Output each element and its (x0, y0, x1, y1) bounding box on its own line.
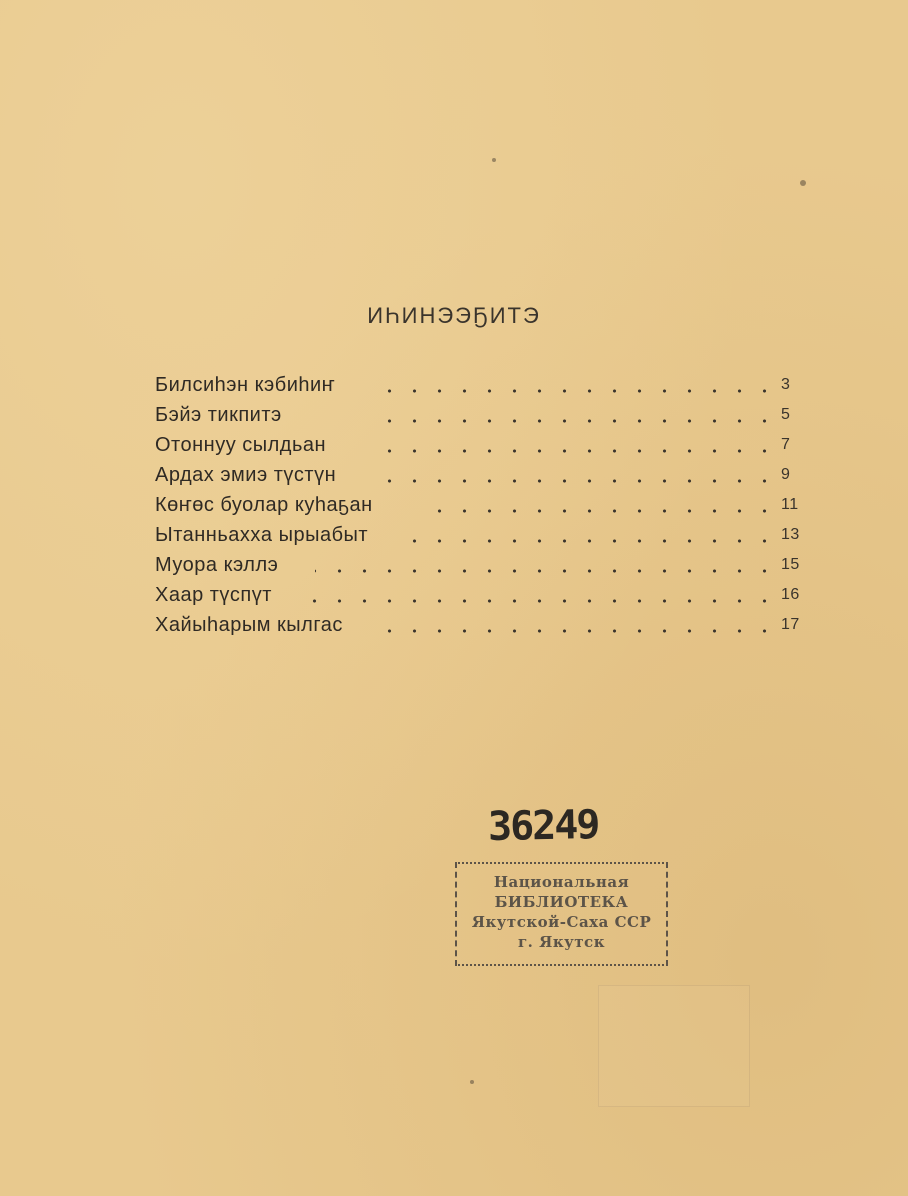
toc-page-number: 5 (781, 406, 791, 423)
paper-speck (470, 1080, 474, 1084)
dot-leader (315, 569, 777, 573)
toc-entry (155, 370, 805, 400)
toc-entry (155, 400, 805, 430)
dot-leader (305, 599, 777, 603)
table-of-contents (155, 370, 805, 640)
toc-entry (155, 460, 805, 490)
dot-leader (387, 629, 777, 633)
toc-page-number: 11 (781, 496, 799, 513)
dot-leader (387, 419, 777, 423)
handwritten-inventory-number: 36249 (487, 802, 599, 850)
toc-entry-title: Хайыһарым кылгас (155, 614, 343, 636)
toc-entry-title: Ытанньаххa ырыабыт (155, 524, 369, 546)
faint-stamp-impression (598, 985, 750, 1107)
paper-speck (800, 180, 806, 186)
toc-entry (155, 520, 805, 550)
toc-page-number: 13 (781, 526, 800, 543)
toc-entry (155, 580, 805, 610)
dot-leader (387, 479, 777, 483)
toc-page-number: 15 (781, 556, 800, 573)
toc-entry-title: Хаар түспүт (155, 584, 272, 606)
toc-page-number: 3 (781, 376, 791, 393)
stamp-line: г. Якутск (517, 933, 606, 951)
toc-entry (155, 550, 805, 580)
toc-entry-title: Бэйэ тикпитэ (155, 404, 282, 426)
toc-entry-title: Көҥөс буолар куһаҕан (155, 494, 373, 516)
paper-speck (492, 158, 496, 162)
toc-entry (155, 610, 805, 640)
stamp-line: БИБЛИОТЕКА (494, 893, 629, 911)
toc-entry (155, 430, 805, 460)
toc-entry-title: Муора кэллэ (155, 554, 279, 576)
dot-leader (387, 449, 777, 453)
toc-entry-title: Билсиһэн кэбиһиҥ (155, 374, 336, 396)
dot-leader (387, 389, 777, 393)
toc-page-number: 17 (781, 616, 800, 633)
stamp-line: Национальная (493, 873, 630, 891)
toc-page-number: 9 (781, 466, 791, 483)
toc-title: ИҺИНЭЭҔИТЭ (367, 303, 541, 328)
toc-entry-title: Ардах эмиэ түстүн (155, 464, 337, 486)
toc-page-number: 16 (781, 586, 800, 603)
dot-leader (427, 509, 777, 513)
toc-entry-title: Отоннуу сылдьан (155, 434, 327, 456)
dot-leader (395, 539, 777, 543)
toc-entry (155, 490, 805, 520)
library-stamp (455, 862, 668, 966)
toc-page-number: 7 (781, 436, 791, 453)
stamp-line: Якутской-Саха ССР (471, 913, 652, 931)
